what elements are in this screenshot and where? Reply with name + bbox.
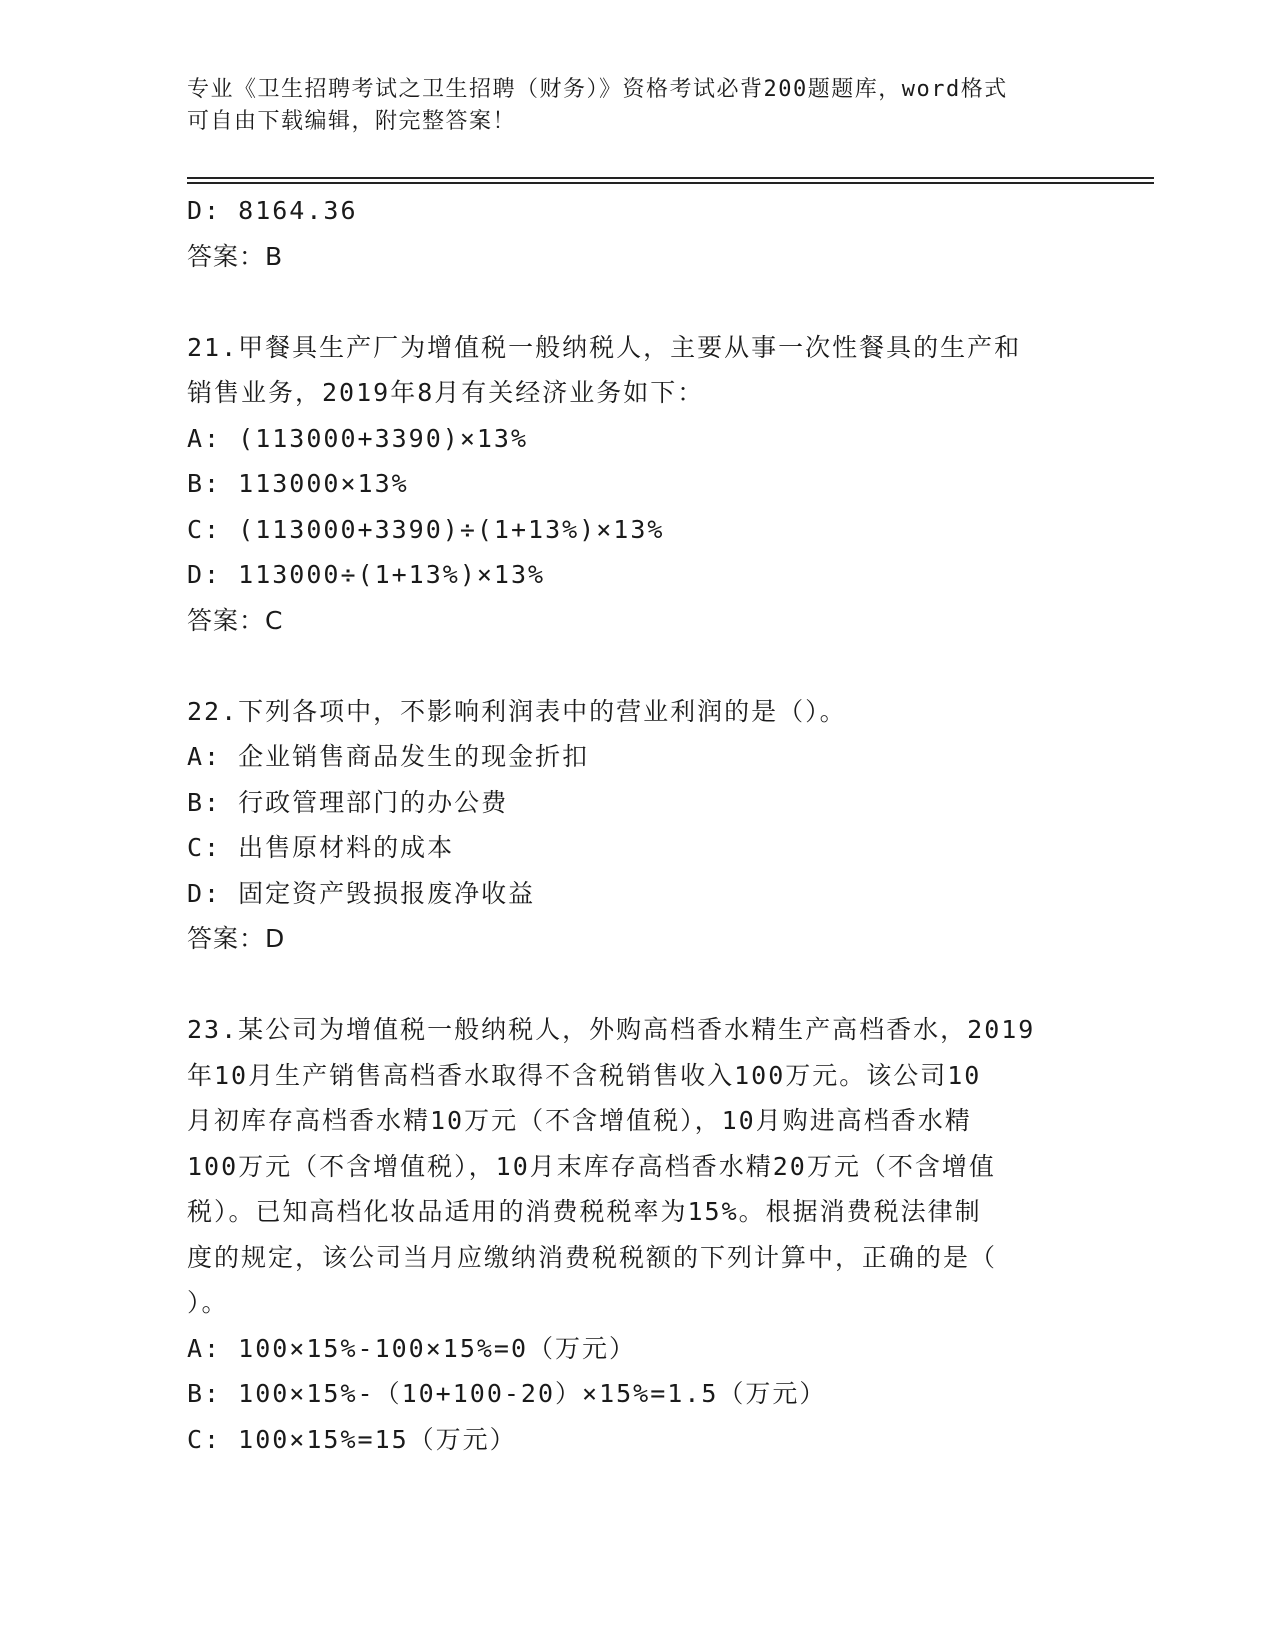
question-22 xyxy=(187,689,1087,962)
question-stem: 22.下列各项中，不影响利润表中的营业利润的是（）。 xyxy=(187,696,847,726)
option-c: C: 出售原材料的成本 xyxy=(187,833,455,862)
option-b: B: 行政管理部门的办公费 xyxy=(187,787,509,817)
question-stem: 销售业务，2019年8月有关经济业务如下： xyxy=(187,378,705,407)
question-list xyxy=(187,188,1087,1462)
answer-line: 答案：D xyxy=(187,924,286,953)
header-line-2: 可自由下载编辑，附完整答案！ xyxy=(187,109,517,134)
question-stem: 税）。已知高档化妆品适用的消费税税率为15%。根据消费税法律制 xyxy=(187,1197,982,1226)
question-stem: 度的规定，该公司当月应缴纳消费税税额的下列计算中，正确的是（ xyxy=(187,1242,998,1272)
option-d: D: 113000÷(1+13%)×13% xyxy=(187,560,546,589)
header-line-1: 专业《卫生招聘考试之卫生招聘（财务）》资格考试必背200题题库，word格式 xyxy=(187,77,1008,102)
previous-question-tail xyxy=(187,188,1087,279)
question-stem: 21.甲餐具生产厂为增值税一般纳税人，主要从事一次性餐具的生产和 xyxy=(187,332,1022,362)
answer-line: 答案：C xyxy=(187,605,284,635)
header-divider-bottom xyxy=(187,182,1154,184)
spacer xyxy=(187,643,1087,689)
header-divider-top xyxy=(187,177,1154,179)
question-stem: ）。 xyxy=(187,1288,229,1317)
option-b: B: 100×15%-（10+100-20）×15%=1.5（万元） xyxy=(187,1379,827,1408)
option-c: C: 100×15%=15（万元） xyxy=(187,1424,517,1454)
option-a: A: 企业销售商品发生的现金折扣 xyxy=(187,742,590,771)
question-stem: 100万元（不含增值税），10月末库存高档香水精20万元（不含增值 xyxy=(187,1151,996,1181)
answer-line: 答案：B xyxy=(187,241,284,271)
option-d: D: 固定资产毁损报废净收益 xyxy=(187,878,536,908)
option-a: A: 100×15%-100×15%=0（万元） xyxy=(187,1333,637,1363)
option-b: B: 113000×13% xyxy=(187,469,409,498)
option-d: D: 8164.36 xyxy=(187,196,358,225)
question-21 xyxy=(187,325,1087,644)
spacer xyxy=(187,279,1087,325)
spacer xyxy=(187,962,1087,1008)
document-header xyxy=(187,74,1087,138)
option-a: A: (113000+3390)×13% xyxy=(187,423,529,453)
question-stem: 年10月生产销售高档香水取得不含税销售收入100万元。该公司10 xyxy=(187,1060,982,1090)
question-stem: 23.某公司为增值税一般纳税人，外购高档香水精生产高档香水，2019 xyxy=(187,1015,1036,1044)
question-23 xyxy=(187,1007,1087,1462)
question-stem: 月初库存高档香水精10万元（不含增值税），10月购进高档香水精 xyxy=(187,1106,972,1135)
option-c: C: (113000+3390)÷(1+13%)×13% xyxy=(187,514,665,544)
